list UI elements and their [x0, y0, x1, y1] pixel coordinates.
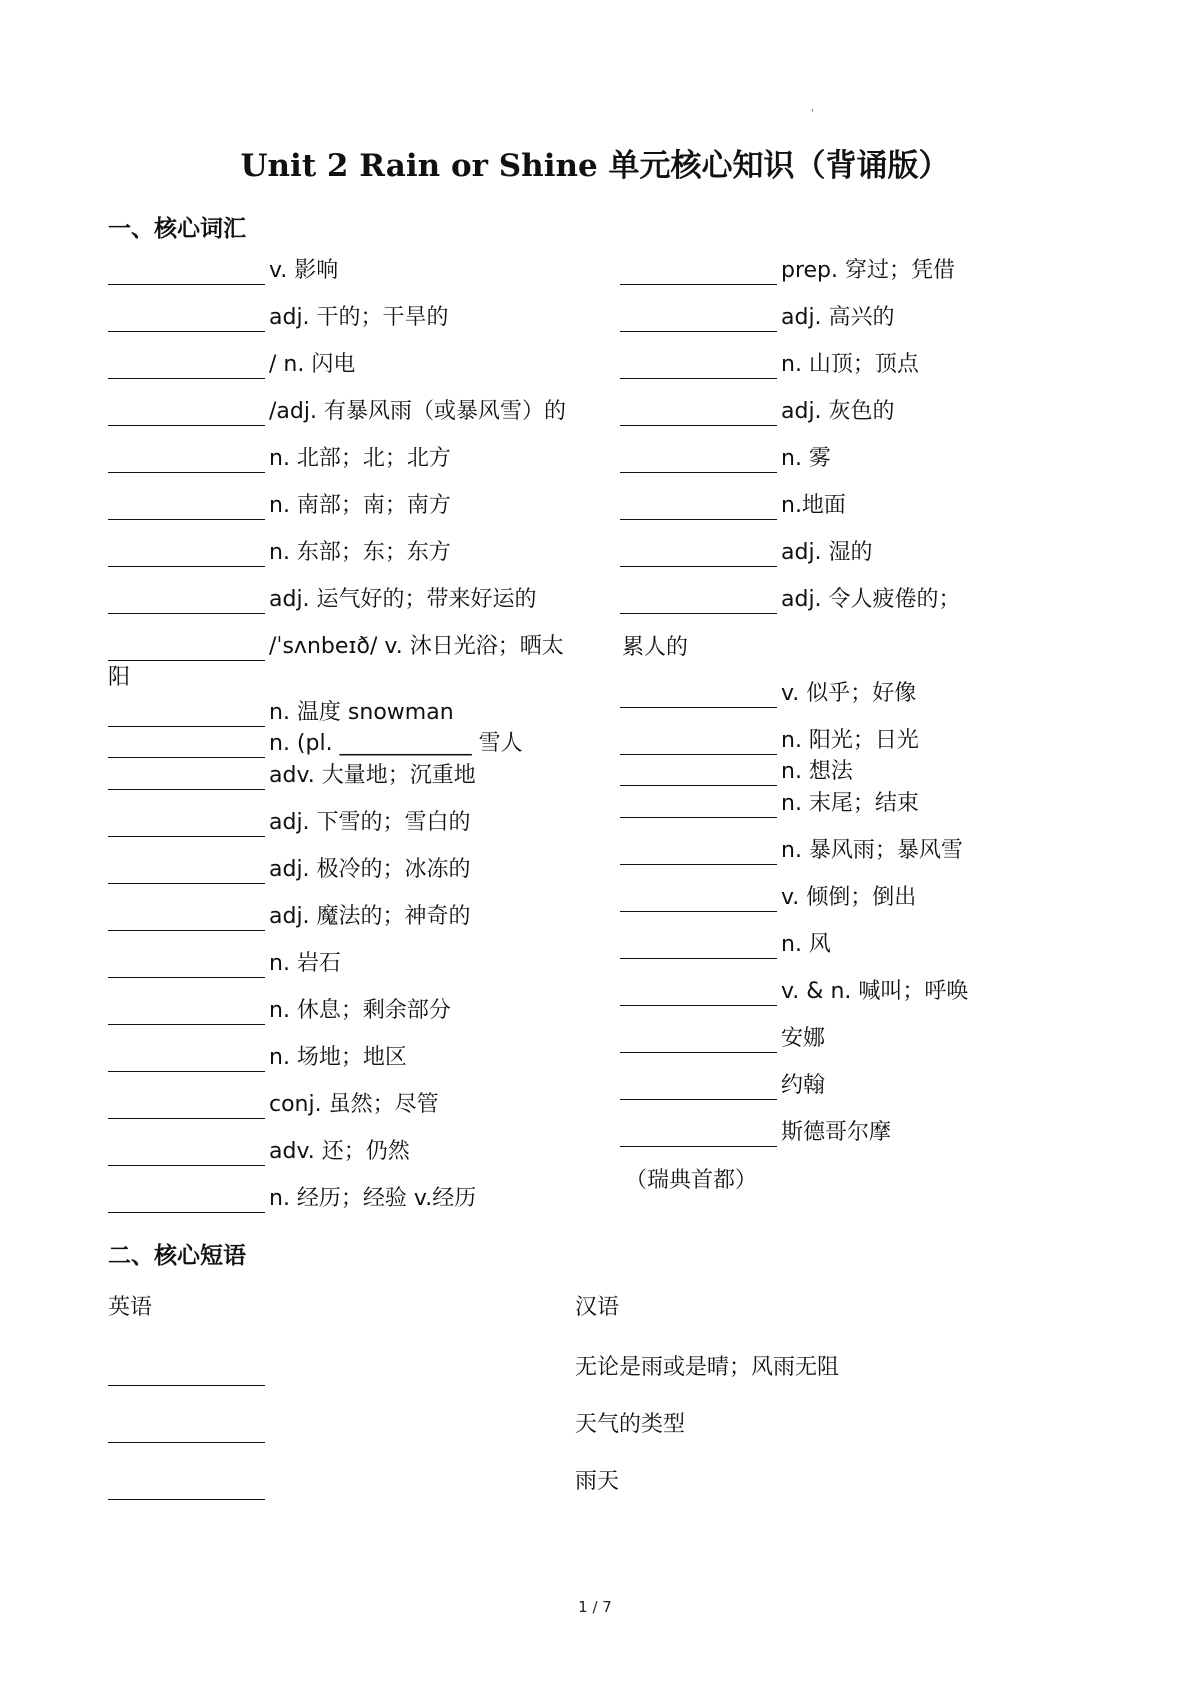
answer-blank[interactable]: [108, 634, 265, 661]
vocab-item: prep. 穿过；凭借: [620, 238, 955, 285]
vocab-item: n. 暴风雨；暴风雪: [620, 818, 963, 865]
vocab-item: /ˈsʌnbeɪð/ v. 沐日光浴；晒太: [108, 614, 564, 661]
stray-mark: ': [811, 108, 814, 119]
vocab-item: n. (pl. ____________ 雪人: [108, 711, 523, 758]
answer-blank[interactable]: [620, 791, 777, 818]
vocab-item: adv. 大量地；沉重地: [108, 743, 476, 790]
vocab-item: /adj. 有暴风雨（或暴风雪）的: [108, 379, 566, 426]
answer-blank[interactable]: [108, 1139, 265, 1166]
vocab-item: 安娜: [620, 1006, 825, 1053]
vocab-item: adv. 还；仍然: [108, 1119, 410, 1166]
answer-blank[interactable]: [620, 446, 777, 473]
vocab-item: n. 东部；东；东方: [108, 520, 451, 567]
answer-blank[interactable]: [620, 932, 777, 959]
vocab-item: v. 倾倒；倒出: [620, 865, 916, 912]
vocab-item: n. 温度 snowman: [108, 680, 454, 727]
answer-blank[interactable]: [620, 979, 777, 1006]
vocab-item: n. 风: [620, 912, 831, 959]
answer-blank[interactable]: [108, 1186, 265, 1213]
answer-blank[interactable]: [108, 857, 265, 884]
vocab-item: 约翰: [620, 1053, 825, 1100]
answer-blank[interactable]: [108, 399, 265, 426]
answer-blank[interactable]: [620, 399, 777, 426]
answer-blank[interactable]: [108, 763, 265, 790]
answer-blank[interactable]: [108, 258, 265, 285]
vocab-item: adj. 干的；干旱的: [108, 285, 449, 332]
vocab-item: n. 岩石: [108, 931, 341, 978]
vocab-item: adj. 高兴的: [620, 285, 895, 332]
vocab-item: n. 北部；北；北方: [108, 426, 451, 473]
phrase-answer-blank[interactable]: [108, 1497, 265, 1500]
answer-blank[interactable]: [108, 904, 265, 931]
english-column-label: 英语: [108, 1295, 153, 1320]
answer-blank[interactable]: [620, 352, 777, 379]
chinese-column-label: 汉语: [575, 1295, 620, 1320]
vocab-item: n. 阳光；日光: [620, 708, 919, 755]
vocab-item: n. 经历；经验 v.经历: [108, 1166, 476, 1213]
answer-blank[interactable]: [620, 258, 777, 285]
vocab-item: adj. 魔法的；神奇的: [108, 884, 471, 931]
answer-blank[interactable]: [620, 540, 777, 567]
answer-blank[interactable]: [108, 1045, 265, 1072]
vocab-wrap-line: 阳: [108, 665, 131, 690]
page-number: 1 / 7: [578, 1598, 612, 1616]
answer-blank[interactable]: [108, 493, 265, 520]
vocab-wrap-line: （瑞典首都）: [625, 1168, 758, 1193]
answer-blank[interactable]: [108, 951, 265, 978]
answer-blank[interactable]: [620, 838, 777, 865]
answer-blank[interactable]: [108, 998, 265, 1025]
answer-blank[interactable]: [108, 540, 265, 567]
answer-blank[interactable]: [108, 587, 265, 614]
phrase-answer-blank[interactable]: [108, 1383, 265, 1386]
vocab-item: adj. 湿的: [620, 520, 873, 567]
phrase-chinese: 雨天: [575, 1469, 620, 1494]
vocab-item: n.地面: [620, 473, 846, 520]
phrase-chinese: 天气的类型: [575, 1412, 686, 1437]
vocab-item: n. 山顶；顶点: [620, 332, 919, 379]
vocab-item: n. 休息；剩余部分: [108, 978, 451, 1025]
answer-blank[interactable]: [108, 810, 265, 837]
answer-blank[interactable]: [620, 305, 777, 332]
vocab-item: v. & n. 喊叫；呼唤: [620, 959, 968, 1006]
answer-blank[interactable]: [620, 493, 777, 520]
vocab-item: adj. 运气好的；带来好运的: [108, 567, 537, 614]
vocab-item: adj. 下雪的；雪白的: [108, 790, 471, 837]
phrase-answer-blank[interactable]: [108, 1440, 265, 1443]
vocab-item: n. 南部；南；南方: [108, 473, 451, 520]
vocab-item: adj. 灰色的: [620, 379, 895, 426]
answer-blank[interactable]: [620, 885, 777, 912]
vocab-item: n. 末尾；结束: [620, 771, 919, 818]
vocab-item: n. 雾: [620, 426, 831, 473]
answer-blank[interactable]: [108, 305, 265, 332]
vocab-item: n. 想法: [620, 739, 853, 786]
vocab-item: conj. 虽然；尽管: [108, 1072, 439, 1119]
vocab-item: 斯德哥尔摩: [620, 1100, 891, 1147]
answer-blank[interactable]: [108, 352, 265, 379]
vocab-item: v. 似乎；好像: [620, 661, 916, 708]
page-title: Unit 2 Rain or Shine 单元核心知识（背诵版）: [240, 148, 950, 184]
vocab-item: / n. 闪电: [108, 332, 355, 379]
answer-blank[interactable]: [620, 1073, 777, 1100]
answer-blank[interactable]: [620, 587, 777, 614]
vocab-heading: 一、核心词汇: [108, 216, 246, 242]
answer-blank[interactable]: [620, 681, 777, 708]
phrase-heading: 二、核心短语: [108, 1243, 246, 1269]
vocab-item: adj. 极冷的；冰冻的: [108, 837, 471, 884]
answer-blank[interactable]: [620, 1120, 777, 1147]
vocab-wrap-line: 累人的: [622, 635, 689, 660]
answer-blank[interactable]: [620, 1026, 777, 1053]
answer-blank[interactable]: [108, 1092, 265, 1119]
vocab-item: n. 场地；地区: [108, 1025, 407, 1072]
answer-blank[interactable]: [108, 446, 265, 473]
vocab-item: adj. 令人疲倦的；: [620, 567, 961, 614]
vocab-item: v. 影响: [108, 238, 338, 285]
phrase-chinese: 无论是雨或是晴；风雨无阻: [575, 1355, 840, 1380]
